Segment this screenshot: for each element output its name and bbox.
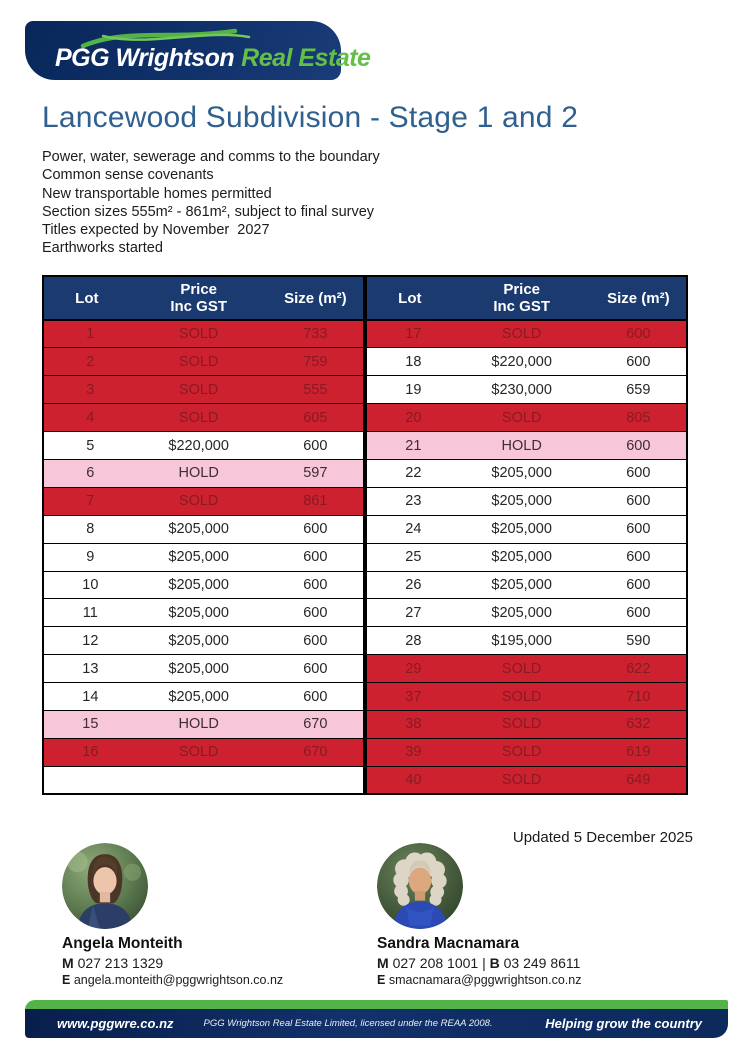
size-cell: 590 <box>591 627 687 655</box>
price-cell: $220,000 <box>453 348 591 376</box>
lot-cell: 23 <box>366 487 453 515</box>
mobile-label: M <box>62 955 74 971</box>
lot-cell: 13 <box>43 655 130 683</box>
agent-name: Sandra Macnamara <box>377 935 520 952</box>
size-cell: 733 <box>268 320 364 348</box>
lot-cell: 21 <box>366 432 453 460</box>
size-cell: 600 <box>268 655 364 683</box>
table-row <box>43 655 364 683</box>
price-cell <box>130 766 268 794</box>
table-row <box>366 376 687 404</box>
lot-cell: 7 <box>43 487 130 515</box>
price-cell: $205,000 <box>453 515 591 543</box>
size-cell: 600 <box>268 683 364 711</box>
lot-column-header: Lot <box>43 276 130 320</box>
table-row <box>366 571 687 599</box>
price-cell: $220,000 <box>130 432 268 460</box>
mobile-number: 027 208 1001 <box>392 955 479 971</box>
table-row <box>366 766 687 794</box>
price-cell: $195,000 <box>453 627 591 655</box>
size-cell: 861 <box>268 487 364 515</box>
size-cell: 600 <box>268 432 364 460</box>
footer-website: www.pggwre.co.nz <box>57 1016 174 1031</box>
table-row <box>366 655 687 683</box>
size-column-header: Size (m²) <box>591 276 687 320</box>
table-row <box>43 487 364 515</box>
lot-cell: 14 <box>43 683 130 711</box>
lots-table-right <box>365 275 688 795</box>
lot-cell: 5 <box>43 432 130 460</box>
price-cell: HOLD <box>130 710 268 738</box>
price-header-line2: Inc GST <box>493 298 550 315</box>
description-line: Power, water, sewerage and comms to the boundary <box>42 149 380 165</box>
footer-license-text: PGG Wrightson Real Estate Limited, licensed under the REAA 2008. <box>203 1018 493 1029</box>
price-cell: SOLD <box>453 320 591 348</box>
mobile-label: M <box>377 955 389 971</box>
table-row <box>43 766 364 794</box>
description-line: New transportable homes permitted <box>42 185 272 202</box>
pgg-wrightson-logo <box>25 21 371 80</box>
size-cell: 600 <box>591 543 687 571</box>
lot-cell: 37 <box>366 683 453 711</box>
price-cell: SOLD <box>453 710 591 738</box>
price-cell: $205,000 <box>130 683 268 711</box>
lot-cell: 11 <box>43 599 130 627</box>
size-cell: 597 <box>268 459 364 487</box>
email-label: E <box>62 973 71 987</box>
table-row <box>43 404 364 432</box>
price-header-line2: Inc GST <box>170 298 227 315</box>
price-header-line1: Price <box>180 281 218 298</box>
agent-avatar-angela <box>62 843 148 929</box>
table-row <box>43 710 364 738</box>
lot-cell: 4 <box>43 404 130 432</box>
size-cell: 670 <box>268 710 364 738</box>
price-column-header <box>130 276 268 320</box>
table-row <box>43 738 364 766</box>
price-cell: SOLD <box>130 376 268 404</box>
table-row <box>43 599 364 627</box>
price-cell: HOLD <box>130 459 268 487</box>
footer-green-strip <box>25 1000 728 1009</box>
size-cell: 600 <box>268 543 364 571</box>
price-cell: $230,000 <box>453 376 591 404</box>
table-header-row <box>43 276 364 320</box>
email-address: smacnamara@pggwrightson.co.nz <box>388 973 582 987</box>
lot-cell: 38 <box>366 710 453 738</box>
price-cell: $205,000 <box>453 459 591 487</box>
price-cell: $205,000 <box>453 599 591 627</box>
price-cell: $205,000 <box>130 543 268 571</box>
size-cell: 600 <box>591 487 687 515</box>
lot-cell: 15 <box>43 710 130 738</box>
table-row <box>366 599 687 627</box>
table-row <box>43 320 364 348</box>
table-row <box>43 543 364 571</box>
size-cell: 759 <box>268 348 364 376</box>
lot-cell: 24 <box>366 515 453 543</box>
lot-cell: 28 <box>366 627 453 655</box>
lot-cell: 1 <box>43 320 130 348</box>
size-cell: 622 <box>591 655 687 683</box>
logo-brand-primary: PGG Wrightson <box>55 44 235 72</box>
price-cell: $205,000 <box>130 627 268 655</box>
lot-cell: 2 <box>43 348 130 376</box>
size-cell: 649 <box>591 766 687 794</box>
phone-separator: | <box>482 955 486 971</box>
lot-cell: 39 <box>366 738 453 766</box>
page-title: Lancewood Subdivision - Stage 1 and 2 <box>42 101 579 134</box>
table-row <box>43 515 364 543</box>
agent-card-sandra <box>377 843 677 987</box>
size-cell: 605 <box>268 404 364 432</box>
price-cell: $205,000 <box>453 487 591 515</box>
lot-cell: 3 <box>43 376 130 404</box>
table-row <box>43 627 364 655</box>
lot-cell <box>43 766 130 794</box>
agent-phones <box>377 955 677 971</box>
agent-email <box>377 973 677 987</box>
table-row <box>366 710 687 738</box>
business-label: B <box>489 955 500 971</box>
size-cell: 600 <box>591 348 687 376</box>
email-label: E <box>377 973 386 987</box>
size-cell: 600 <box>591 459 687 487</box>
table-row <box>43 683 364 711</box>
size-cell: 805 <box>591 404 687 432</box>
lot-cell: 17 <box>366 320 453 348</box>
size-cell <box>268 766 364 794</box>
lot-cell: 10 <box>43 571 130 599</box>
lot-cell: 16 <box>43 738 130 766</box>
lot-cell: 25 <box>366 543 453 571</box>
lot-cell: 12 <box>43 627 130 655</box>
lot-cell: 20 <box>366 404 453 432</box>
size-cell: 600 <box>591 599 687 627</box>
footer-tagline: Helping grow the country <box>545 1016 702 1031</box>
price-cell: $205,000 <box>453 543 591 571</box>
table-row <box>43 571 364 599</box>
price-cell: SOLD <box>453 738 591 766</box>
agent-avatar-sandra <box>377 843 463 929</box>
business-number: 03 249 8611 <box>503 955 581 971</box>
price-cell: SOLD <box>130 487 268 515</box>
table-row <box>366 459 687 487</box>
lot-cell: 40 <box>366 766 453 794</box>
email-address: angela.monteith@pggwrightson.co.nz <box>73 973 284 987</box>
lot-cell: 9 <box>43 543 130 571</box>
table-row <box>43 459 364 487</box>
lot-cell: 29 <box>366 655 453 683</box>
size-cell: 600 <box>591 515 687 543</box>
lot-column-header: Lot <box>366 276 453 320</box>
table-row <box>43 348 364 376</box>
table-row <box>366 683 687 711</box>
table-row <box>366 348 687 376</box>
table-row <box>366 432 687 460</box>
logo-brand-secondary: Real Estate <box>241 44 371 72</box>
description-line: Titles expected by November 2027 <box>42 222 270 239</box>
size-cell: 600 <box>591 320 687 348</box>
price-cell: SOLD <box>453 404 591 432</box>
description-line: Earthworks started <box>42 240 163 257</box>
agent-name: Angela Monteith <box>62 935 183 952</box>
table-row <box>366 404 687 432</box>
size-cell: 555 <box>268 376 364 404</box>
price-cell: HOLD <box>453 432 591 460</box>
description-block <box>42 148 380 258</box>
table-row <box>43 376 364 404</box>
agent-mobile <box>62 955 362 971</box>
lot-cell: 6 <box>43 459 130 487</box>
lots-table-left <box>42 275 365 795</box>
price-cell: $205,000 <box>130 571 268 599</box>
size-cell: 600 <box>268 627 364 655</box>
price-cell: $205,000 <box>130 515 268 543</box>
lot-cell: 18 <box>366 348 453 376</box>
size-cell: 600 <box>268 599 364 627</box>
size-cell: 600 <box>268 515 364 543</box>
agent-card-angela <box>62 843 362 987</box>
price-cell: SOLD <box>130 348 268 376</box>
lot-cell: 27 <box>366 599 453 627</box>
size-column-header: Size (m²) <box>268 276 364 320</box>
lot-cell: 8 <box>43 515 130 543</box>
table-row <box>366 487 687 515</box>
footer-navy-bar <box>25 1009 728 1038</box>
lot-cell: 19 <box>366 376 453 404</box>
table-row <box>366 543 687 571</box>
size-cell: 670 <box>268 738 364 766</box>
lot-cell: 22 <box>366 459 453 487</box>
size-cell: 619 <box>591 738 687 766</box>
table-header-row <box>366 276 687 320</box>
price-cell: SOLD <box>453 683 591 711</box>
price-cell: SOLD <box>130 404 268 432</box>
price-cell: SOLD <box>453 766 591 794</box>
table-row <box>366 515 687 543</box>
table-row <box>366 627 687 655</box>
price-cell: $205,000 <box>130 655 268 683</box>
size-cell: 710 <box>591 683 687 711</box>
table-row <box>43 432 364 460</box>
size-cell: 600 <box>591 571 687 599</box>
price-column-header <box>453 276 591 320</box>
price-cell: SOLD <box>130 738 268 766</box>
size-cell: 600 <box>591 432 687 460</box>
lot-price-tables <box>42 275 688 795</box>
price-cell: SOLD <box>130 320 268 348</box>
price-header-line1: Price <box>503 281 541 298</box>
footer-bar <box>25 1000 728 1038</box>
price-cell: $205,000 <box>453 571 591 599</box>
price-cell: SOLD <box>453 655 591 683</box>
lot-cell: 26 <box>366 571 453 599</box>
logo-text <box>55 44 370 73</box>
description-line: Common sense covenants <box>42 167 214 184</box>
mobile-number: 027 213 1329 <box>77 955 164 971</box>
description-line: Section sizes 555m² - 861m², subject to final survey <box>42 203 375 220</box>
size-cell: 632 <box>591 710 687 738</box>
table-row <box>366 738 687 766</box>
updated-date: Updated 5 December 2025 <box>512 829 693 846</box>
size-cell: 600 <box>268 571 364 599</box>
agent-email <box>62 973 362 987</box>
price-cell: $205,000 <box>130 599 268 627</box>
table-row <box>366 320 687 348</box>
size-cell: 659 <box>591 376 687 404</box>
